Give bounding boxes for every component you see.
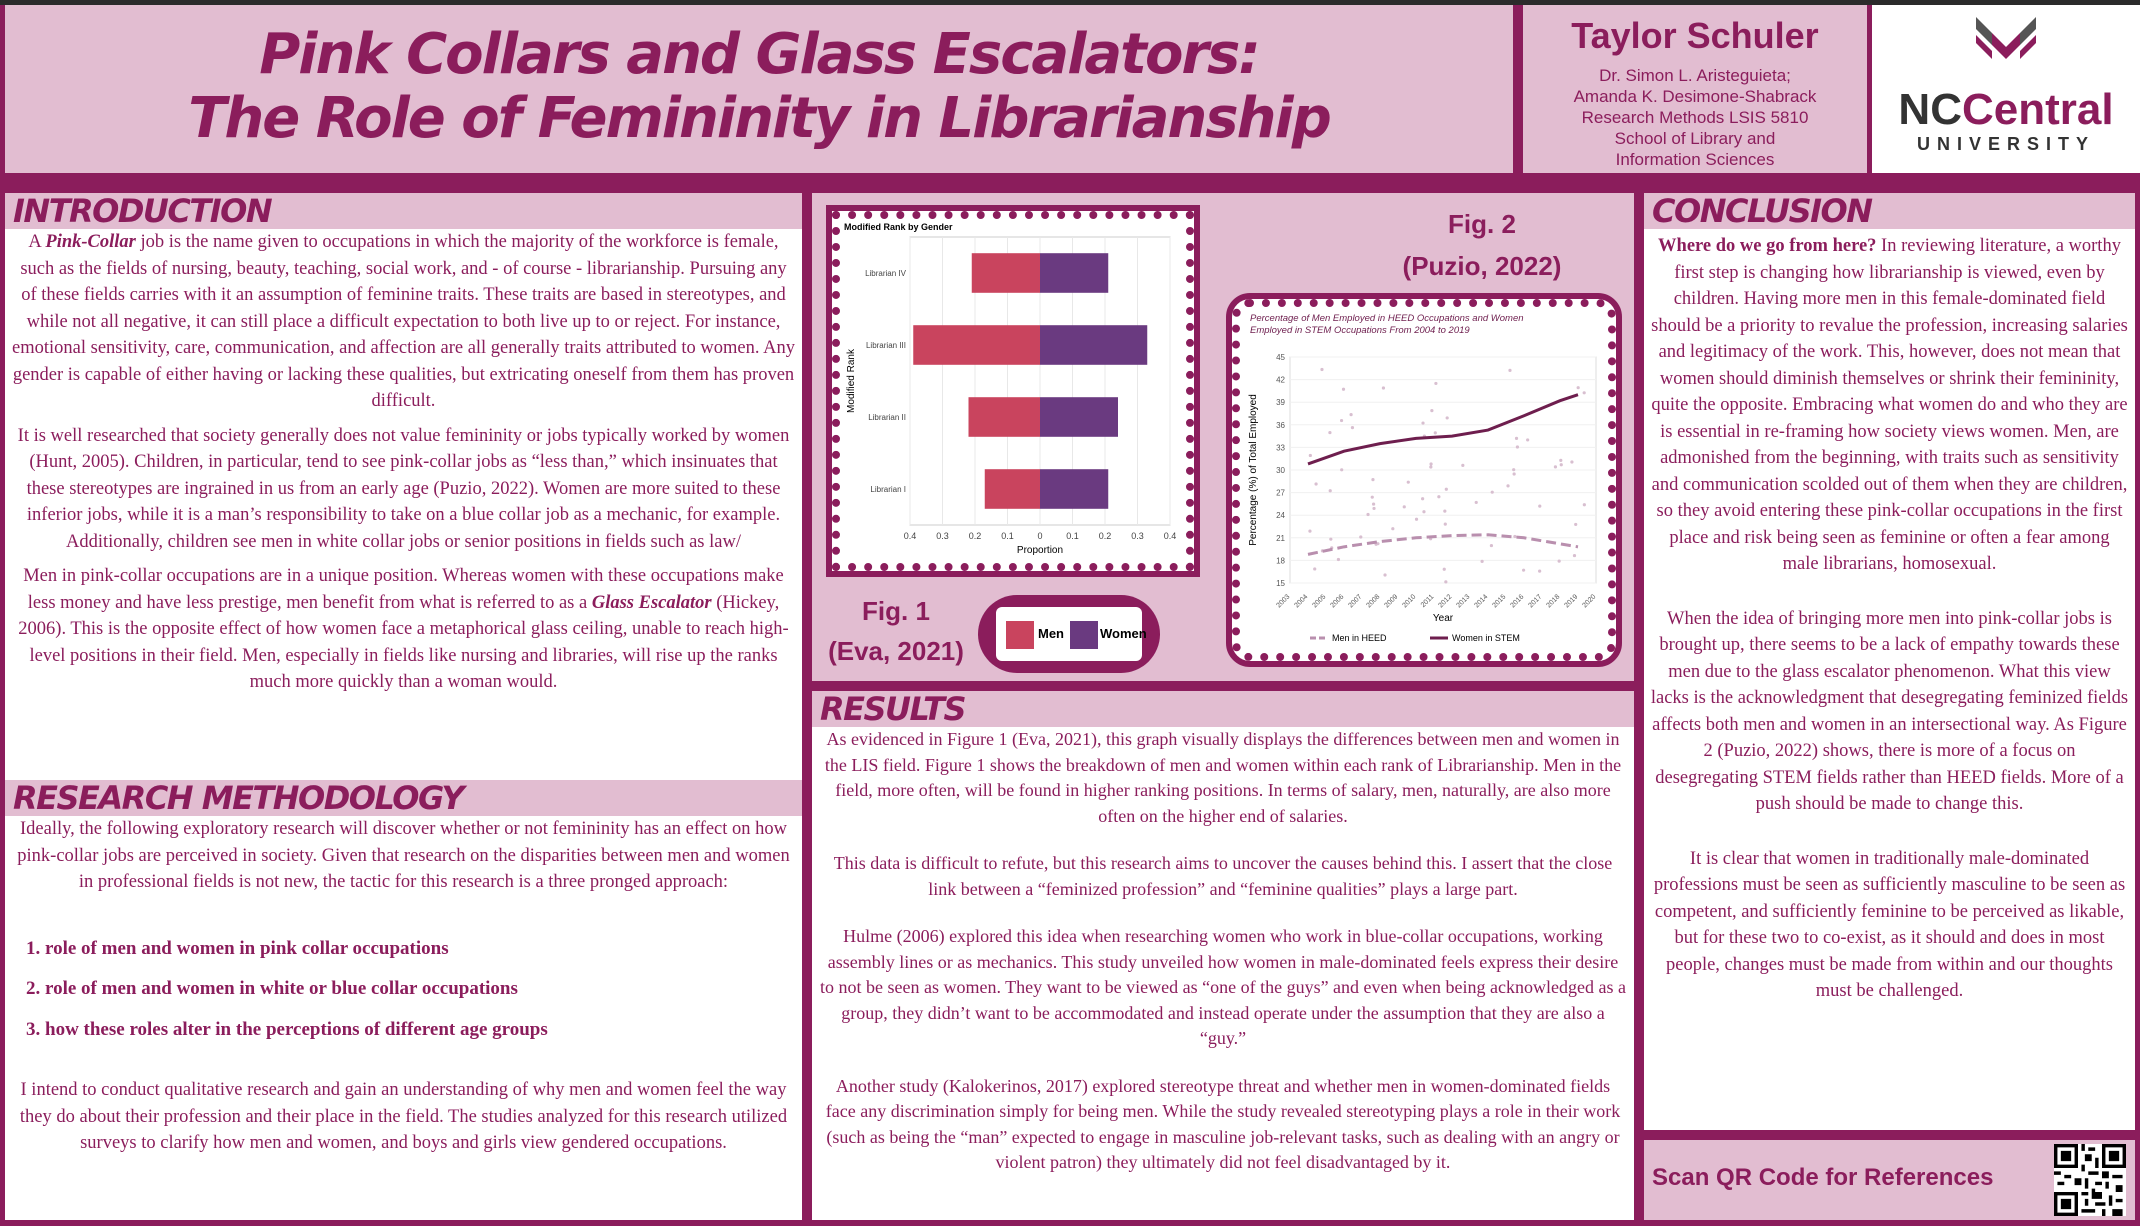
fig2-x-tick: 2017 (1527, 593, 1544, 610)
results-paragraph-4: Another study (Kalokerinos, 2017) explored stereotype threat and whether men in women-dominated fields face any discrimination simply for being men. While the study revealed stereotyping plays a role in their work (such as being the “man” expected to engage in masculine job-relevant tasks, such as dealing with an angry or violent patron) they ultimately did not feel disadvantaged by it. (825, 1075, 1621, 1172)
methodology-heading: RESEARCH METHODOLOGY (5, 780, 802, 816)
introduction-heading: INTRODUCTION (5, 193, 802, 229)
fig2-y-tick: 42 (1276, 375, 1285, 385)
fig2-scatter-point (1508, 369, 1511, 372)
fig1-legend (978, 595, 1160, 673)
fig2-scatter-point (1314, 482, 1317, 485)
fig1-title: Modified Rank by Gender (844, 222, 953, 232)
legend-label-women: Women (1100, 626, 1147, 641)
list-item: 2. role of men and women in white or blue collar occupations (45, 976, 792, 1003)
fig1-x-tick: 0.4 (903, 531, 917, 541)
fig2-scatter-point (1403, 505, 1406, 508)
fig2-scatter-point (1340, 468, 1343, 471)
results-body (812, 727, 1634, 1176)
fig2-scatter-point (1443, 510, 1446, 513)
fig2-scatter-point (1366, 513, 1369, 516)
fig2-scatter-point (1382, 386, 1385, 389)
author-name: Taylor Schuler (1571, 15, 1819, 56)
conclusion-paragraph-2: When the idea of bringing more men into pink-collar jobs is brought up, there seems to be a lack of empathy towards these men due to the glass escalator phenomenon. What this view lacks is the acknowledgment that desegregating feminized fields affects both men and women in an intersectional way. As Figure 2 (Puzio, 2022) shows, there is more of a focus on desegregating STEM fields rather than HEED fields. More of a push should be made to change this. (1650, 608, 2129, 814)
qr-label: Scan QR Code for References (1652, 1164, 1994, 1191)
fig2-x-tick: 2019 (1563, 593, 1580, 610)
fig2-x-tick: 2004 (1293, 593, 1310, 610)
fig2-legend-label-women: Women in STEM (1452, 633, 1520, 643)
fig1-x-tick: 0.1 (1001, 531, 1014, 541)
fig1-frame (832, 211, 1194, 571)
author-info (1523, 65, 1867, 170)
qr-code-icon[interactable] (2054, 1144, 2126, 1216)
author-box (1523, 5, 1867, 173)
fig1-bar-men (913, 325, 1040, 365)
author-line: Information Sciences (1615, 150, 1775, 169)
fig2-y-tick: 27 (1276, 488, 1285, 498)
fig2-scatter-point (1349, 413, 1352, 416)
fig2-scatter-point (1475, 501, 1478, 504)
fig2-scatter-point (1490, 544, 1493, 547)
fig2-y-tick: 39 (1276, 398, 1285, 408)
fig2-scatter-point (1570, 460, 1573, 463)
fig2-scatter-point (1329, 489, 1332, 492)
fig2-scatter-point (1337, 558, 1340, 561)
fig2-scatter-point (1554, 465, 1557, 468)
methodology-paragraph-2: I intend to conduct qualitative research and gain an understanding of why men and women feel the way they do about their profession and their place in the field. The studies analyzed for this research utilized surveys to clarify how men and women, and boys and girls view gendered occupations. (19, 1080, 788, 1153)
fig2-scatter-point (1506, 484, 1509, 487)
fig2-scatter-point (1391, 527, 1394, 530)
fig2-scatter-point (1372, 502, 1375, 505)
methodology-paragraph-1: Ideally, the following exploratory research will discover whether or not femininity has an effect on how pink-collar jobs are perceived in society. Given that research on the disparities between men and women in professional fields is not new, the tactic for this research is a three pronged approach: (17, 819, 790, 892)
fig2-scatter-point (1573, 554, 1576, 557)
fig2-scatter-point (1429, 465, 1432, 468)
fig1-x-tick: 0.2 (1098, 531, 1112, 541)
fig2-x-label: Year (1432, 613, 1454, 624)
fig2-scatter-point (1372, 507, 1375, 510)
logo-text: Central (1961, 85, 2114, 134)
logo-chevron-icon (1872, 5, 2140, 75)
fig2-scatter-point (1445, 488, 1448, 491)
fig2-scatter-point (1526, 438, 1529, 441)
fig2-y-tick: 24 (1276, 511, 1285, 521)
fig2-y-label: Percentage (%) of Total Employed (1248, 394, 1259, 546)
fig2-x-tick: 2009 (1383, 593, 1400, 610)
fig1-caption (812, 591, 980, 671)
list-item: 3. how these roles alter in the perceptions of different age groups (45, 1017, 792, 1044)
fig2-title-line1: Percentage of Men Employed in HEED Occupations and Women (1250, 313, 1524, 324)
fig2-caption (1342, 203, 1622, 287)
fig2-scatter-point (1309, 454, 1312, 457)
methodology-body (5, 816, 802, 1157)
methodology-panel (5, 780, 802, 1220)
fig2-scatter-point (1583, 503, 1586, 506)
fig2-scatter-point (1461, 464, 1464, 467)
fig2-y-tick: 30 (1276, 466, 1285, 475)
fig2-frame (1232, 299, 1616, 661)
fig2-scatter-point (1538, 505, 1541, 508)
fig2-y-tick: 21 (1276, 533, 1285, 543)
results-heading: RESULTS (812, 691, 1634, 727)
fig2-y-tick: 45 (1276, 353, 1285, 362)
fig1-bar-women (1040, 397, 1118, 437)
fig2-x-tick: 2020 (1581, 593, 1598, 610)
author-line: Dr. Simon L. Aristeguieta; (1599, 66, 1791, 85)
fig2-scatter-point (1359, 535, 1362, 538)
fig2-scatter-point (1434, 382, 1437, 385)
fig2-scatter-point (1383, 573, 1386, 576)
fig1-x-tick: 0.3 (936, 531, 949, 541)
qr-panel (1644, 1140, 2135, 1220)
fig2-scatter-point (1516, 445, 1519, 448)
fig1-x-tick: 0.2 (968, 531, 982, 541)
fig2-scatter-point (1342, 388, 1345, 391)
fig1-x-label: Proportion (1016, 545, 1064, 556)
university-logo (1872, 5, 2140, 173)
fig2-scatter-point (1513, 535, 1516, 538)
fig2-scatter-point (1444, 523, 1447, 526)
fig2-title-line2: Employed in STEM Occupations From 2004 to 2019 (1250, 325, 1470, 336)
fig1-category-label: Librarian III (865, 341, 906, 350)
fig2-legend-label-men: Men in HEED (1332, 633, 1387, 643)
fig2-chart (1240, 307, 1608, 653)
fig2-x-tick: 2015 (1491, 593, 1508, 610)
fig2-y-tick: 15 (1276, 579, 1285, 588)
figures-panel (812, 193, 1634, 681)
fig1-category-label: Librarian II (868, 413, 906, 422)
results-panel (812, 691, 1634, 1220)
intro-paragraph-3: Men in pink-collar occupations are in a unique position. Whereas women with these occupations make less money and have less prestige, men benefit from what is referred to as a Glass Escalator (Hickey, 2006). This is the opposite effect of how women face a metaphorical glass ceiling, unable to reach high-level positions in their field. Men, especially in fields like nursing and libraries, will rise up the ranks much more quickly than a woman would. (18, 566, 789, 692)
conclusion-paragraph-3: It is clear that women in traditionally male-dominated professions must be seen as sufficiently masculine to be seen as competent, and sufficiently feminine to be perceived as likable, but for these two to co-exist, as it should and does in most people, changes must be made from within and our thoughts must be challenged. (1653, 848, 2126, 1001)
fig2-x-tick: 2014 (1473, 593, 1490, 610)
fig2-scatter-point (1430, 409, 1433, 412)
author-line: School of Library and (1614, 129, 1776, 148)
fig2-scatter-point (1371, 496, 1374, 499)
list-item: 1. role of men and women in pink collar occupations (45, 936, 792, 963)
fig2-scatter-point (1421, 497, 1424, 500)
title-banner (5, 5, 1513, 173)
fig2-scatter-point (1407, 481, 1410, 484)
poster-title-line2: The Role of Femininity in Librarianship (188, 86, 1330, 151)
fig2-scatter-point (1313, 567, 1316, 570)
fig1-category-label: Librarian IV (865, 269, 906, 278)
fig2-caption-line2: (Puzio, 2022) (1402, 251, 1562, 281)
legend-label-men: Men (1038, 626, 1064, 641)
fig2-scatter-point (1443, 568, 1446, 571)
fig2-scatter-point (1437, 495, 1440, 498)
fig2-scatter-point (1513, 472, 1516, 475)
fig2-scatter-point (1446, 416, 1449, 419)
fig2-scatter-point (1421, 421, 1424, 424)
fig2-scatter-point (1512, 468, 1515, 471)
fig1-caption-line1: Fig. 1 (862, 596, 930, 626)
fig2-scatter-point (1329, 538, 1332, 541)
fig2-x-tick: 2007 (1347, 593, 1364, 610)
fig2-scatter-point (1351, 426, 1354, 429)
fig1-bar-men (969, 397, 1041, 437)
author-line: Amanda K. Desimone-Shabrack (1573, 87, 1817, 106)
conclusion-panel (1644, 193, 2135, 1130)
fig1-bar-men (985, 469, 1040, 509)
conclusion-heading: CONCLUSION (1644, 193, 2135, 229)
fig2-x-tick: 2006 (1329, 593, 1346, 610)
fig2-scatter-point (1515, 437, 1518, 440)
fig2-x-tick: 2008 (1365, 593, 1382, 610)
legend-swatch-women (1070, 621, 1098, 649)
results-paragraph-2: This data is difficult to refute, but this research aims to uncover the causes behind this. I assert that the close link between a “feminized profession” and “feminine qualities” plays a large part. (833, 853, 1613, 899)
fig1-y-label: Modified Rank (846, 349, 857, 413)
introduction-panel (5, 193, 802, 780)
logo-wordmark: NCCentral (1898, 85, 2114, 134)
fig2-y-tick: 36 (1276, 420, 1285, 430)
fig2-scatter-point (1434, 431, 1437, 434)
intro-paragraph-2: It is well researched that society generally does not value femininity or jobs typically worked by women (Hunt, 2005). Children, in particular, tend to see pink-collar jobs as “less than,” which insinuates that these stereotypes are ingrained in us from an early age (Puzio, 2022). Women are more suited to these inferior jobs, while it is a man’s responsibility to take on a blue collar job as a mechanic, for example. Additionally, children see men in white collar jobs or senior positions in fields such as law/ (17, 425, 790, 552)
poster-title-line1: Pink Collars and Glass Escalators: (259, 22, 1259, 87)
fig2-scatter-point (1522, 569, 1525, 572)
fig2-scatter-point (1559, 459, 1562, 462)
results-paragraph-1: As evidenced in Figure 1 (Eva, 2021), this graph visually displays the differences between men and women in the LIS field. Figure 1 shows the breakdown of men and women within each rank of Librarianship. Men in the field, more often, will be found in higher ranking positions. In terms of salary, men, naturally, are also more often on the higher end of salaries. (824, 729, 1622, 826)
results-paragraph-3: Hulme (2006) explored this idea when researching women who work in blue-collar occupations, working assembly lines or as mechanics. This study unveiled how women in male-dominated feels express their desire to not be seen as women. They want to be viewed as “one of the guys” and even when being acknowledged as a group, they didn’t want to be accommodated and instead operate under the assumption that they are also a “guy.” (820, 926, 1626, 1048)
fig2-x-tick: 2005 (1311, 593, 1328, 610)
fig2-scatter-point (1558, 559, 1561, 562)
fig1-x-tick: 0 (1037, 531, 1043, 541)
fig1-x-tick: 0.1 (1066, 531, 1079, 541)
fig1-bar-women (1040, 469, 1108, 509)
fig2-x-tick: 2018 (1545, 593, 1562, 610)
intro-paragraph-1: A Pink-Collar job is the name given to occupations in which the majority of the workforce is female, such as the fields of nursing, beauty, teaching, social work, and - of course - librarianship. Pursuing any of these fields carries with it an assumption of feminine traits. These traits are based in stereotypes, and while not all negative, it can still place a difficult expectation to both live up to or reject. For instance, emotional sensitivity, care, communication, and affection are all generally traits attributed to women. Any gender is capable of either having or lacking these qualities, but extricating oneself from them has proven difficult. (12, 232, 795, 411)
conclusion-paragraph-1: Where do we go from here? In reviewing literature, a worthy first step is changing how librarianship is viewed, even by children. Having more men in this female-dominated field should be a priority to revalue the profession, increasing salaries and legitimacy of the work. This, however, does not mean that women should diminish themselves or shrink their femininity, quite the opposite. Embracing what women do and who they are is essential in re-framing how society views women. Men, are admonished from the beginning, with traits such as sensitivity and communication scolded out of them when they are children, so they avoid entering these pink-collar occupations in the first place and risk being seen as feminine or often a fear among male librarians, homosexual. (1651, 236, 2128, 574)
fig2-scatter-point (1422, 510, 1425, 513)
fig2-scatter-point (1371, 478, 1374, 481)
legend-swatch-men (1006, 621, 1034, 649)
fig1-category-label: Librarian I (870, 485, 906, 494)
fig2-caption-line1: Fig. 2 (1448, 209, 1516, 239)
fig2-scatter-point (1340, 419, 1343, 422)
fig2-scatter-point (1583, 391, 1586, 394)
fig2-y-tick: 18 (1276, 556, 1285, 566)
fig2-x-tick: 2012 (1437, 593, 1454, 610)
fig1-bar-women (1040, 253, 1108, 293)
fig2-scatter-point (1577, 386, 1580, 389)
fig2-x-tick: 2016 (1509, 593, 1526, 610)
logo-subtext: UNIVERSITY (1916, 134, 2096, 154)
fig2-scatter-point (1574, 523, 1577, 526)
fig2-scatter-point (1415, 518, 1418, 521)
introduction-body (5, 229, 802, 696)
methodology-list (15, 936, 792, 1044)
fig1-x-tick: 0.3 (1131, 531, 1144, 541)
fig2-scatter-point (1538, 570, 1541, 573)
fig1-bar-women (1040, 325, 1147, 365)
conclusion-body (1644, 233, 2135, 1005)
fig1-chart (840, 219, 1186, 563)
fig2-y-tick: 33 (1276, 443, 1285, 453)
fig1-x-tick: 0.4 (1163, 531, 1177, 541)
fig1-caption-line2: (Eva, 2021) (828, 636, 964, 666)
fig2-x-tick: 2013 (1455, 593, 1472, 610)
fig2-scatter-point (1491, 491, 1494, 494)
fig2-scatter-point (1328, 431, 1331, 434)
fig2-scatter-point (1429, 462, 1432, 465)
fig2-x-tick: 2003 (1275, 593, 1292, 610)
fig1-bar-men (972, 253, 1040, 293)
author-line: Research Methods LSIS 5810 (1581, 108, 1809, 127)
fig2-scatter-point (1320, 368, 1323, 371)
fig2-scatter-point (1444, 580, 1447, 583)
fig2-x-tick: 2010 (1401, 593, 1418, 610)
fig2-scatter-point (1308, 530, 1311, 533)
fig2-x-tick: 2011 (1419, 593, 1436, 610)
fig2-scatter-point (1480, 560, 1483, 563)
fig2-scatter-point (1560, 463, 1563, 466)
